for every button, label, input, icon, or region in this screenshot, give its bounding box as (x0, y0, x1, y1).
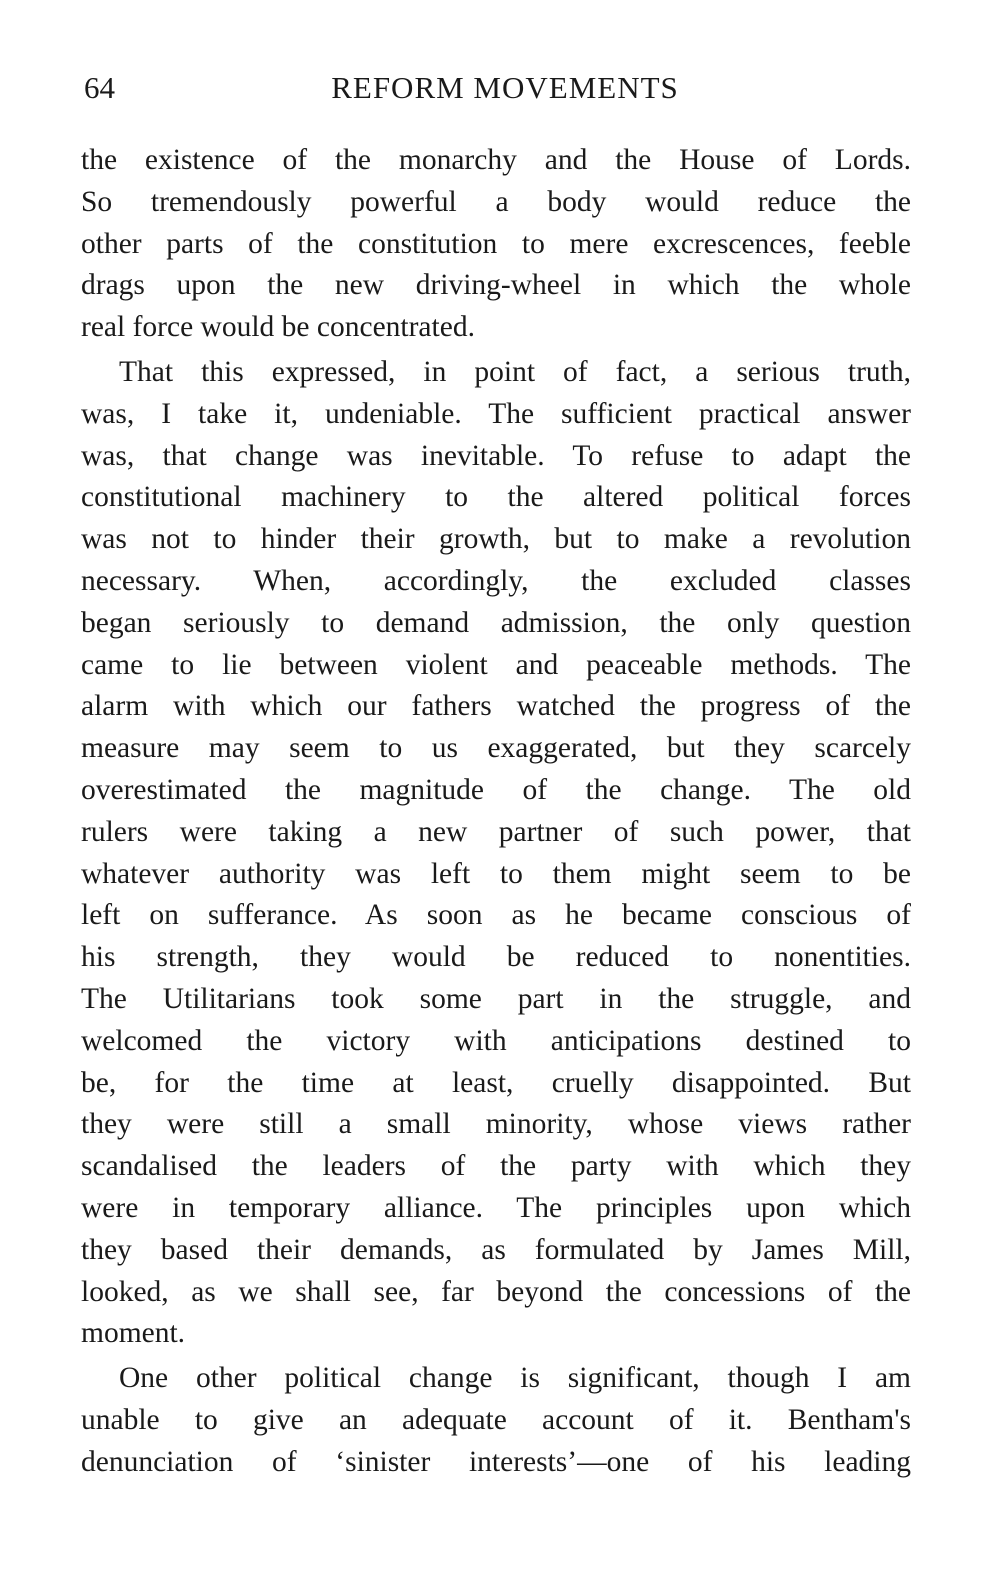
text-line: So tremendously powerful a body would reduce the (81, 185, 911, 218)
paragraph (81, 1358, 911, 1483)
text-line: whatever authority was left to them might seem to be (81, 857, 911, 890)
text-line: denunciation of ‘sinister interests’—one of his leading (81, 1445, 911, 1478)
text-line: looked, as we shall see, far beyond the concessions of the (81, 1275, 911, 1308)
text-line: they based their demands, as formulated by James Mill, (81, 1233, 911, 1266)
text-line: unable to give an adequate account of it. Bentham's (81, 1403, 911, 1436)
paragraph (81, 140, 911, 349)
text-line: came to lie between violent and peaceable methods. The (81, 648, 911, 681)
text-line: overestimated the magnitude of the change. The old (81, 773, 911, 806)
page-number: 64 (84, 70, 115, 105)
text-line: his strength, they would be reduced to nonentities. (81, 941, 911, 974)
text-line: began seriously to demand admission, the only question (81, 606, 911, 639)
text-line: The Utilitarians took some part in the struggle, and (81, 982, 911, 1015)
text-line: was not to hinder their growth, but to make a revolution (81, 523, 911, 556)
text-line: rulers were taking a new partner of such power, that (81, 815, 911, 848)
text-line: moment. (81, 1317, 186, 1350)
text-line: necessary. When, accordingly, the excluded classes (81, 564, 911, 597)
text-line: One other political change is significant, though I am (119, 1362, 911, 1395)
text-line: was, that change was inevitable. To refuse to adapt the (81, 439, 911, 472)
text-line: be, for the time at least, cruelly disappointed. But (81, 1066, 911, 1099)
text-line: they were still a small minority, whose views rather (81, 1108, 911, 1141)
text-line: That this expressed, in point of fact, a serious truth, (119, 355, 911, 388)
paragraph (81, 352, 911, 1355)
text-line: constitutional machinery to the altered political forces (81, 481, 911, 514)
text-line: real force would be concentrated. (81, 311, 475, 344)
page-header (0, 70, 1000, 114)
text-line: measure may seem to us exaggerated, but they scarcely (81, 732, 911, 765)
text-line: drags upon the new driving-wheel in which the whole (81, 269, 911, 302)
text-line: were in temporary alliance. The principles upon which (81, 1191, 911, 1224)
text-line: scandalised the leaders of the party with which they (81, 1150, 911, 1183)
text-line: other parts of the constitution to mere excrescences, feeble (81, 227, 911, 260)
text-line: left on sufferance. As soon as he became conscious of (81, 899, 911, 932)
text-line: welcomed the victory with anticipations destined to (81, 1024, 911, 1057)
body-text (81, 140, 911, 1484)
text-line: the existence of the monarchy and the House of Lords. (81, 144, 911, 176)
text-line: alarm with which our fathers watched the progress of the (81, 690, 911, 723)
text-line: was, I take it, undeniable. The sufficient practical answer (81, 397, 911, 430)
running-title: REFORM MOVEMENTS (331, 70, 679, 105)
